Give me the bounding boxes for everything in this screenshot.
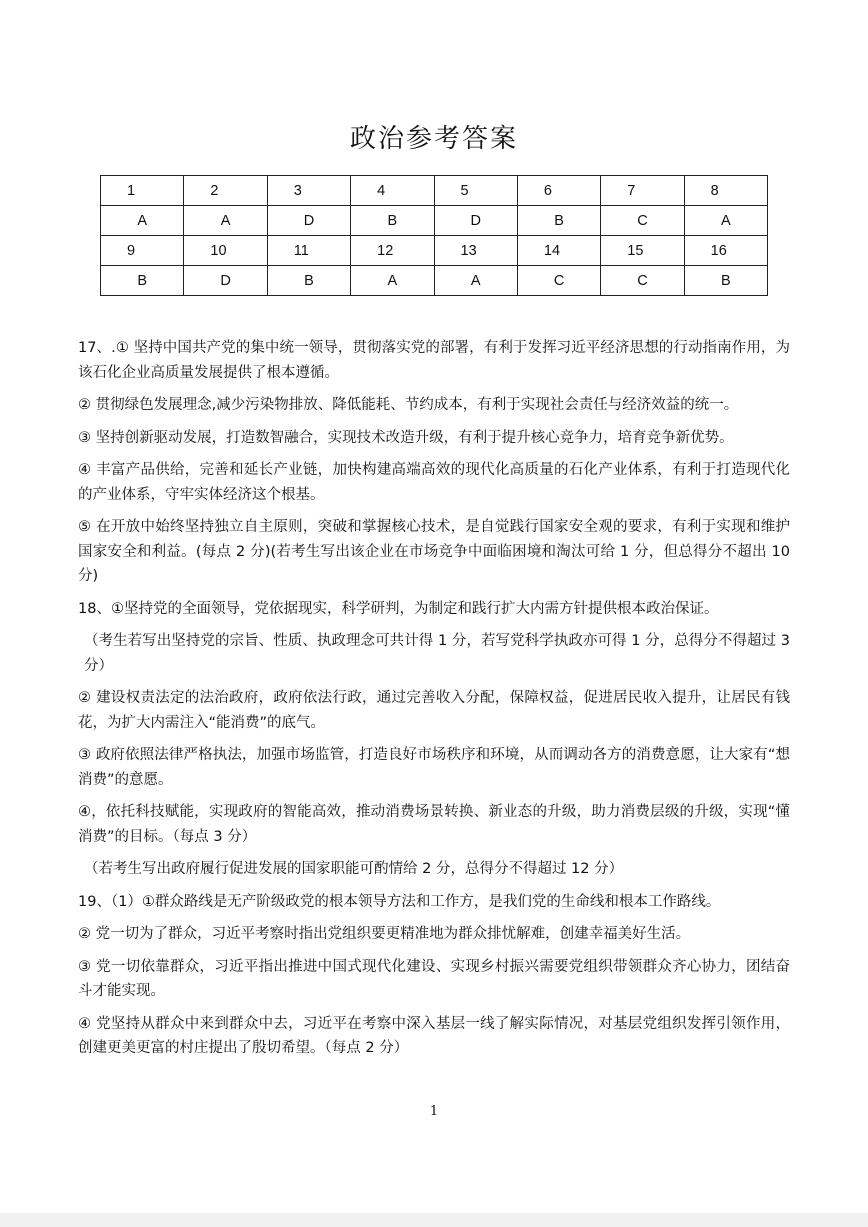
answer-paragraph: ② 贯彻绿色发展理念,减少污染物排放、降低能耗、节约成本，有利于实现社会责任与经济效益的统一。 — [78, 397, 739, 413]
answer-paragraph: ⑤ 在开放中始终坚持独立自主原则，突破和掌握核心技术，是自觉践行国家安全观的要求，有利于实现和维护国家安全和利益。(每点 2 分)(若考生写出该企业在市场竞争中面临困境和淘汰可给 1 分，但总得分不超出 10 分) — [78, 519, 790, 584]
table-cell: B — [517, 206, 600, 236]
table-cell: 12 — [351, 236, 434, 266]
page-title: 政治参考答案 — [349, 124, 518, 154]
answer-paragraph: ③ 党一切依靠群众，习近平指出推进中国式现代化建设、实现乡村振兴需要党组织带领群众齐心协力，团结奋斗才能实现。 — [78, 958, 790, 999]
table-cell: C — [517, 266, 600, 296]
table-cell: 1 — [101, 176, 184, 206]
table-cell: C — [601, 266, 684, 296]
answer-table — [100, 175, 768, 296]
table-cell: 3 — [267, 176, 350, 206]
answer-paragraph: 18、①坚持党的全面领导，党依据现实，科学研判，为制定和践行扩大内需方针提供根本政治保证。 — [78, 600, 719, 617]
table-cell: 14 — [517, 236, 600, 266]
answer-paragraph: ② 建设权责法定的法治政府，政府依法行政，通过完善收入分配，保障权益，促进居民收入提升，让居民有钱花，为扩大内需注入“能消费”的底气。 — [78, 690, 790, 731]
table-cell: A — [434, 266, 517, 296]
answer-paragraph: 17、.① 坚持中国共产党的集中统一领导，贯彻落实党的部署，有利于发挥习近平经济思想的行动指南作用，为该石化企业高质量发展提供了根本遵循。 — [78, 340, 790, 381]
table-cell: 5 — [434, 176, 517, 206]
table-row — [101, 236, 768, 266]
answer-paragraph: ② 党一切为了群众，习近平考察时指出党组织要更精准地为群众排忧解难，创建幸福美好生活。 — [78, 926, 691, 942]
table-cell: 9 — [101, 236, 184, 266]
answer-paragraph: ④，依托科技赋能，实现政府的智能高效，推动消费场景转换、新业态的升级，助力消费层级的升级，实现“懂消费”的目标。（每点 3 分） — [78, 804, 790, 845]
table-cell: D — [184, 266, 267, 296]
table-cell: B — [101, 266, 184, 296]
page-number: 1 — [429, 1104, 439, 1119]
table-cell: 7 — [601, 176, 684, 206]
table-cell: 13 — [434, 236, 517, 266]
table-cell: 8 — [684, 176, 767, 206]
table-row — [101, 206, 768, 236]
table-cell: D — [267, 206, 350, 236]
table-row — [101, 176, 768, 206]
answer-paragraph: ④ 丰富产品供给，完善和延长产业链，加快构建高端高效的现代化高质量的石化产业体系，有利于打造现代化的产业体系，守牢实体经济这个根基。 — [78, 462, 790, 503]
table-cell: 16 — [684, 236, 767, 266]
scoring-note: （若考生写出政府履行促进发展的国家职能可酌情给 2 分，总得分不得超过 12 分） — [84, 861, 624, 877]
table-cell: A — [351, 266, 434, 296]
table-cell: 11 — [267, 236, 350, 266]
table-cell: 6 — [517, 176, 600, 206]
table-cell: A — [184, 206, 267, 236]
answer-body — [78, 336, 790, 1069]
table-cell: B — [267, 266, 350, 296]
table-cell: A — [101, 206, 184, 236]
table-cell: B — [351, 206, 434, 236]
table-cell: B — [684, 266, 767, 296]
table-cell: C — [601, 206, 684, 236]
table-cell: D — [434, 206, 517, 236]
table-cell: A — [684, 206, 767, 236]
answer-paragraph: ③ 政府依照法律严格执法，加强市场监管，打造良好市场秩序和环境，从而调动各方的消费意愿，让大家有“想消费”的意愿。 — [78, 747, 790, 788]
answer-paragraph: ④ 党坚持从群众中来到群众中去，习近平在考察中深入基层一线了解实际情况，对基层党组织发挥引领作用，创建更美更富的村庄提出了殷切希望。（每点 2 分） — [78, 1015, 790, 1056]
table-cell: 15 — [601, 236, 684, 266]
answer-paragraph: ③ 坚持创新驱动发展，打造数智融合，实现技术改造升级，有利于提升核心竞争力，培育竞争新优势。 — [78, 429, 734, 446]
table-cell: 2 — [184, 176, 267, 206]
answer-paragraph: 19、（1）①群众路线是无产阶级政党的根本领导方法和工作方，是我们党的生命线和根本工作路线。 — [78, 893, 721, 910]
table-cell: 10 — [184, 236, 267, 266]
scoring-note: （考生若写出坚持党的宗旨、性质、执政理念可共计得 1 分，若写党科学执政亦可得 1 分，总得分不得超过 3 分） — [84, 633, 790, 674]
page-bottom-edge — [0, 1213, 868, 1227]
table-cell: 4 — [351, 176, 434, 206]
table-row — [101, 266, 768, 296]
